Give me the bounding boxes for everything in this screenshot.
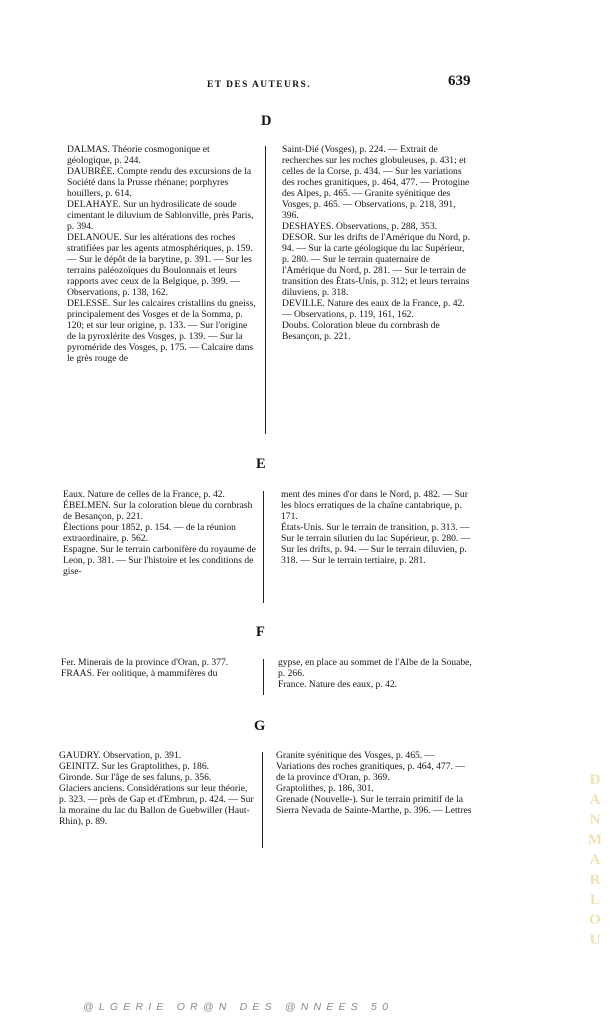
index-entry: DELANOUE. Sur les altérations des roches stratifiées par les agents atmosphériques, p. 159. — Sur le dépôt de la barytine, p. 391. — Sur les terrains paléozoïques du Boulonnais et leurs rapports avec ceux de la Belgique, p. 399. — Observations, p. 138, 162. <box>67 232 253 298</box>
watermark-letter: L <box>589 892 600 908</box>
section-e-right-column <box>271 489 474 566</box>
watermark-letter: M <box>587 832 603 848</box>
index-entry: DEVILLE. Nature des eaux de la France, p. 42. — Observations, p. 119, 161, 162. <box>282 298 465 320</box>
footer-watermark-text: @LGERIE OR@N DES @NNEES 50 <box>83 1001 394 1013</box>
index-entry: France. Nature des eaux, p. 42. <box>278 679 398 690</box>
watermark-letter: N <box>589 812 601 828</box>
section-letter-g: G <box>254 718 266 734</box>
column-divider <box>262 752 263 848</box>
watermark-letter: R <box>589 872 601 888</box>
section-letter-e: E <box>256 456 266 472</box>
watermark-letter: D <box>589 772 601 788</box>
section-g-left-column <box>49 750 256 827</box>
watermark-letter: U <box>589 932 601 948</box>
index-entry: États-Unis. Sur le terrain de transition, p. 313. — Sur le terrain silurien du lac Supérieur, p. 280. — Sur les drifts, p. 94. — Sur le terrain diluvien, p. 318. — Sur le terrain tertiaire, p. 281. <box>281 522 471 566</box>
section-f-right-column <box>268 657 474 690</box>
index-entry: GAUDRY. Observation, p. 391. <box>59 750 182 761</box>
index-entry: DELESSE. Sur les calcaires cristallins du gneiss, principalement des Vosges et de la Somma, p. 120; et sur leur origine, p. 133. — Sur l'origine de la pyroxlérite des Vosges, p. 139. — Sur la pyroméride des Vosges, p. 175. — Calcaire dans le grès rouge de <box>67 298 256 364</box>
index-entry: Doubs. Coloration bleue du cornbrash de Besançon, p. 221. <box>282 320 440 342</box>
watermark-letter: O <box>589 912 601 928</box>
index-entry: DALMAS. Théorie cosmogonique et géologique, p. 244. <box>67 144 210 166</box>
page-number: 639 <box>448 73 471 89</box>
index-entry: gypse, en place au sommet de l'Albe de la Souabe, p. 266. <box>278 657 472 679</box>
index-entry: DESHAYES. Observations, p. 288, 353. <box>282 221 438 232</box>
index-entry: Granite syénitique des Vosges, p. 465. — Variations des roches granitiques, p. 464, 477. — de la province d'Oran, p. 369. <box>276 750 465 783</box>
index-entry: ment des mines d'or dans le Nord, p. 482. — Sur les blocs erratiques de la chaîne cantabrique, p. 171. <box>281 489 468 522</box>
index-entry: FRAAS. Fer oolitique, à mammifères du <box>61 668 218 679</box>
section-g-right-column <box>266 750 473 816</box>
header-title: ET DES AUTEURS. <box>207 80 311 90</box>
section-letter-f: F <box>256 624 265 640</box>
column-divider <box>263 491 264 603</box>
section-e-left-column <box>53 489 256 577</box>
index-entry: Espagne. Sur le terrain carbonifère du royaume de Leon, p. 381. — Sur l'histoire et les conditions de gise- <box>63 544 256 577</box>
index-entry: DESOR. Sur les drifts de l'Amérique du Nord, p. 94. — Sur la carte géologique du lac Supérieur, p. 280. — Sur le terrain quaternaire de l'Amérique du Nord, p. 281. — Sur le terrain de transition des États-Unis, p. 312; et leurs terrains diluviens, p. 318. <box>282 232 470 298</box>
section-d-left-column <box>57 144 257 364</box>
column-divider <box>263 659 264 695</box>
index-entry: Eaux. Nature de celles de la France, p. 42. <box>63 489 225 500</box>
index-entry: DAUBRÉE. Compte rendu des excursions de la Société dans la Prusse rhénane; porphyres houillers, p. 614. <box>67 166 252 199</box>
vertical-watermark <box>585 770 605 950</box>
watermark-letter: A <box>589 852 601 868</box>
index-entry: GEINITZ. Sur les Graptolithes, p. 186. <box>59 761 210 772</box>
section-letter-d: D <box>261 113 272 129</box>
index-entry: Saint-Dié (Vosges), p. 224. — Extrait de recherches sur les roches globuleuses, p. 431; et celles de la Corse, p. 434. — Sur les variations des roches granitiques, p. 464, 477. — Protogine des Alpes, p. 465. — Granite syénitique des Vosges, p. 465. — Observations, p. 218, 391, 396. <box>282 144 470 221</box>
section-f-left-column <box>51 657 258 679</box>
index-entry: Glaciers anciens. Considérations sur leur théorie, p. 323. — près de Gap et d'Embrun, p. 424. — Sur la moraine du lac du Ballon de Guebwiller (Haut-Rhin), p. 89. <box>59 783 254 827</box>
index-entry: Élections pour 1852, p. 154. — de la réunion extraordinaire, p. 562. <box>63 522 236 544</box>
index-entry: DELAHAYE. Sur un hydrosilicate de soude cimentant le diluvium de Sablonville, près Paris, p. 394. <box>67 199 254 232</box>
index-entry: ÉBELMEN. Sur la coloration bleue du cornbrash de Besançon, p. 221. <box>63 500 253 522</box>
index-entry: Fer. Minerais de la province d'Oran, p. 377. <box>61 657 229 668</box>
index-entry: Grenade (Nouvelle-). Sur le terrain primitif de la Sierra Nevada de Sainte-Marthe, p. 396. — Lettres <box>276 794 472 816</box>
watermark-letter: A <box>589 792 601 808</box>
column-divider <box>265 146 266 434</box>
section-d-right-column <box>272 144 473 342</box>
index-entry: Gironde. Sur l'âge de ses faluns, p. 356. <box>59 772 212 783</box>
index-entry: Graptolithes, p. 186, 301. <box>276 783 374 794</box>
